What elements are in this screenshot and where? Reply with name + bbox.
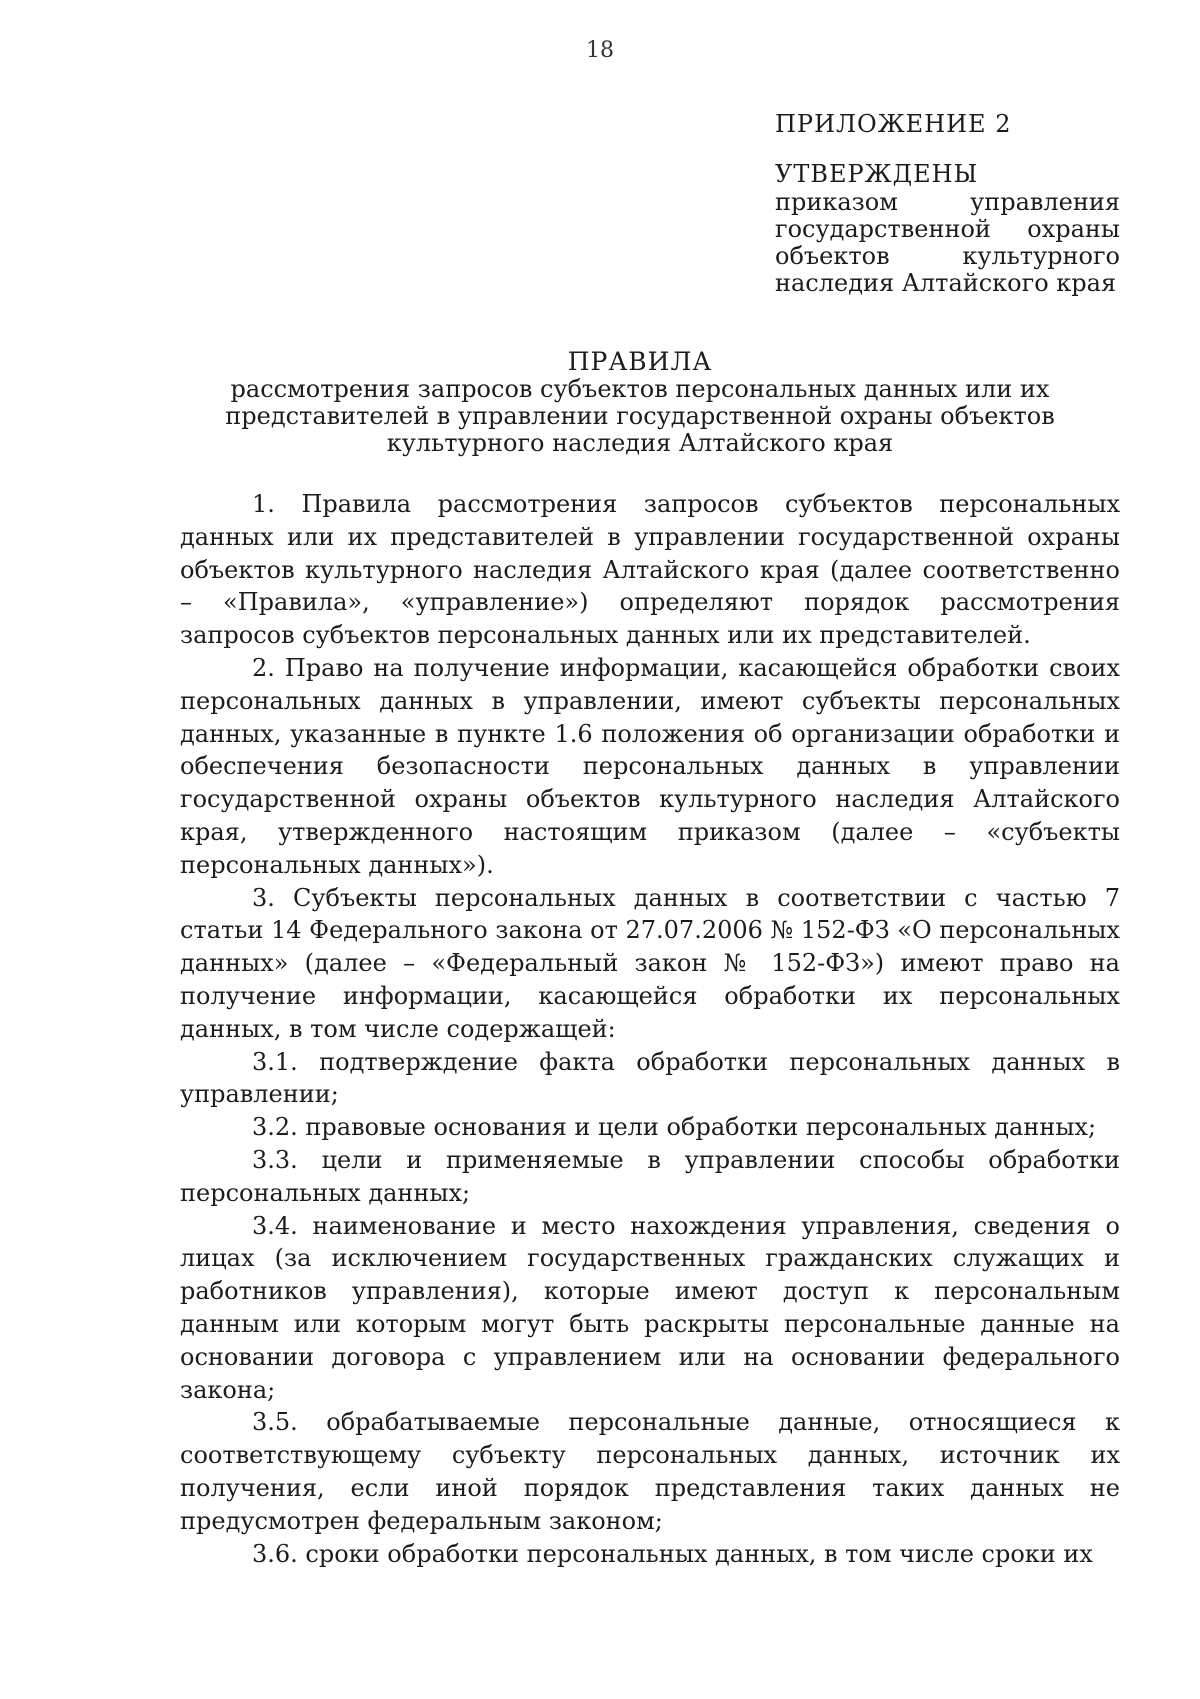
- paragraph-3-2: 3.2. правовые основания и цели обработки персональных данных;: [252, 1113, 1097, 1142]
- paragraph-1: 1. Правила рассмотрения запросов субъектов персональных данных или их представителей в управлении государственной охраны объектов культурного наследия Алтайского края (далее соответственно – «Правила», «управление») определяют порядок рассмотрения запросов субъектов персональных данных или их представителей.: [180, 490, 1120, 650]
- approved-by-order-text: приказом управления государственной охраны объектов культурного наследия Алтайского края: [775, 188, 1120, 297]
- document-subtitle: рассмотрения запросов субъектов персональных данных или их представителей в управлении государственной охраны объектов культурного наследия Алтайского края: [225, 375, 1055, 457]
- paragraph-3: 3. Субъекты персональных данных в соответствии с частью 7 статьи 14 Федерального закона от 27.07.2006 № 152-ФЗ «О персональных данных» (далее – «Федеральный закон № 152-ФЗ») имеют право на получение информации, касающейся обработки их персональных данных, в том числе содержащей:: [180, 883, 1120, 1043]
- document-body: [180, 488, 1120, 1570]
- appendix-label: ПРИЛОЖЕНИЕ 2: [775, 110, 1012, 138]
- approval-block: [775, 160, 1120, 297]
- page-number: 18: [586, 38, 614, 63]
- document-header: [160, 348, 1120, 457]
- paragraph-3-5: 3.5. обрабатываемые персональные данные, относящиеся к соответствующему субъекту персональных данных, источник их получения, если иной порядок представления таких данных не предусмотрен федеральным законом;: [180, 1408, 1120, 1535]
- paragraph-3-6: 3.6. сроки обработки персональных данных, в том числе сроки их: [252, 1539, 1093, 1568]
- document-title: ПРАВИЛА: [567, 347, 713, 376]
- approved-label: УТВЕРЖДЕНЫ: [775, 160, 979, 188]
- paragraph-2: 2. Право на получение информации, касающейся обработки своих персональных данных в управлении, имеют субъекты персональных данных, указанные в пункте 1.6 положения об организации обработки и обеспечения безопасности персональных данных в управлении государственной охраны объектов культурного наследия Алтайского края, утвержденного настоящим приказом (далее – «субъекты персональных данных»).: [180, 653, 1120, 879]
- paragraph-3-4: 3.4. наименование и место нахождения управления, сведения о лицах (за исключением государственных гражданских служащих и работников управления), которые имеют доступ к персональным данным или которым могут быть раскрыты персональные данные на основании договора с управлением или на основании федерального закона;: [180, 1211, 1120, 1404]
- paragraph-3-1: 3.1. подтверждение факта обработки персональных данных в управлении;: [180, 1047, 1120, 1109]
- paragraph-3-3: 3.3. цели и применяемые в управлении способы обработки персональных данных;: [180, 1145, 1120, 1207]
